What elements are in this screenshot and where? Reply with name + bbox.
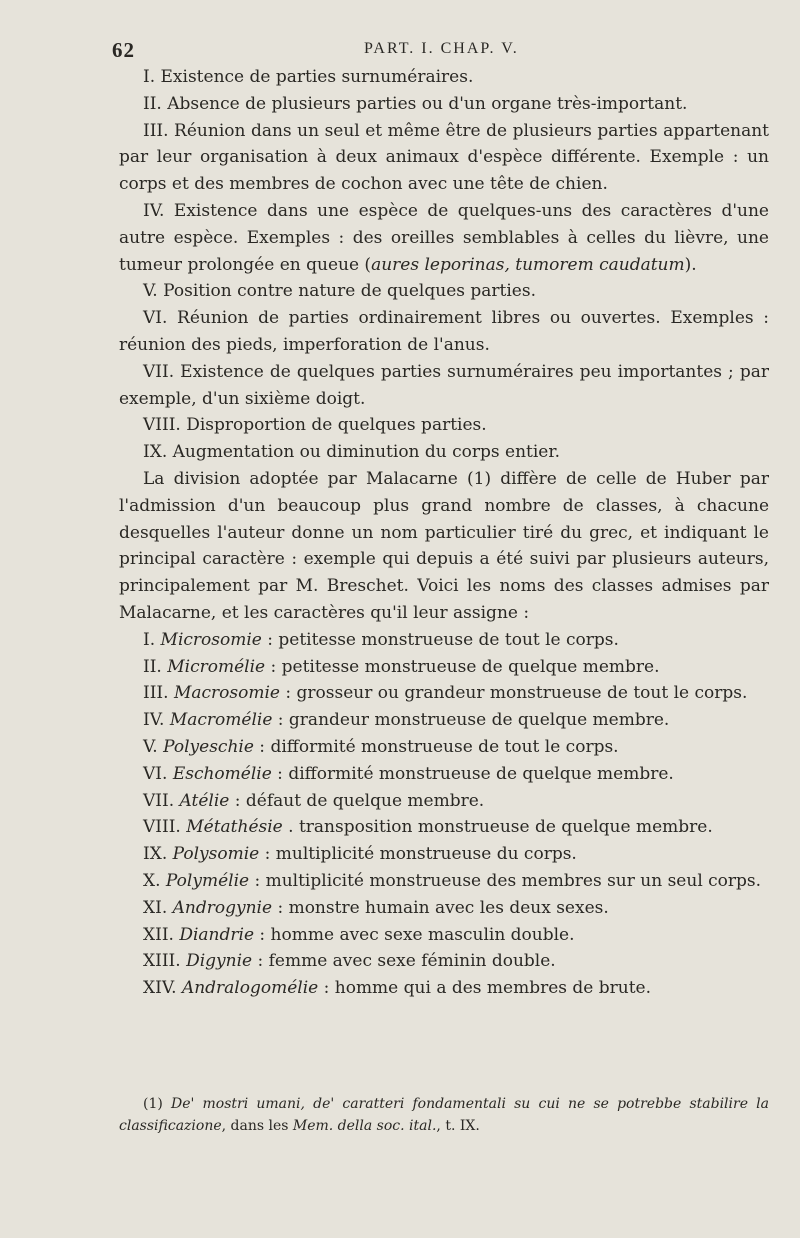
class-name: Polysomie	[172, 844, 260, 865]
footnote-journal: Mem. della soc. ital.	[292, 1118, 437, 1134]
class-name: Andralogomélie	[181, 978, 319, 999]
class-name: Microsomie	[160, 629, 262, 650]
class-entry	[119, 814, 769, 841]
criterion-2: II. Absence de plusieurs parties ou d'un organe très-important.	[143, 93, 688, 114]
class-description: : homme avec sexe masculin double.	[254, 924, 575, 945]
class-description: : monstre humain avec les deux sexes.	[272, 897, 609, 918]
class-numeral: VIII.	[143, 817, 181, 838]
class-name: Micromélie	[167, 656, 266, 677]
criterion-8: VIII. Disproportion de quelques parties.	[143, 415, 487, 436]
main-text	[119, 64, 769, 1002]
class-description: : multiplicité monstrueuse des membres sur un seul corps.	[249, 870, 762, 891]
class-description: : défaut de quelque membre.	[229, 790, 485, 811]
class-name: Métathésie	[186, 817, 283, 838]
class-entry	[119, 654, 769, 681]
footnote-mark: (1)	[143, 1096, 171, 1112]
class-numeral: IX.	[143, 844, 168, 865]
class-name: Macrosomie	[173, 683, 280, 704]
class-numeral: VI.	[143, 763, 168, 784]
class-numeral: III.	[143, 683, 169, 704]
class-numeral: XIV.	[143, 978, 177, 999]
class-description: : difformité monstrueuse de tout le corps.	[253, 736, 619, 757]
criterion-1: I. Existence de parties surnuméraires.	[143, 67, 474, 87]
class-entry	[119, 948, 769, 975]
criterion-4	[119, 198, 769, 278]
class-description: : homme qui a des membres de brute.	[318, 978, 652, 999]
class-entry	[119, 922, 769, 949]
page-number: 62	[112, 38, 135, 62]
class-entry	[119, 680, 769, 707]
class-description: : petitesse monstrueuse de tout le corps.	[261, 629, 619, 650]
class-name: Atélie	[179, 790, 230, 811]
class-entry	[119, 627, 769, 654]
class-description: : difformité monstrueuse de quelque membre.	[271, 763, 674, 784]
class-description: : grosseur ou grandeur monstrueuse de tout le corps.	[279, 683, 748, 704]
class-name: Diandrie	[179, 924, 255, 945]
class-name: Polymélie	[165, 870, 250, 891]
class-numeral: X.	[143, 870, 161, 891]
criterion-9: IX. Augmentation ou diminution du corps entier.	[143, 442, 561, 463]
class-entry	[119, 707, 769, 734]
footnote-end: , t. IX.	[436, 1118, 480, 1134]
class-numeral: XIII.	[143, 951, 181, 972]
criterion-7: VII. Existence de quelques parties surnuméraires peu importantes ; par exemple, d'un sixième doigt.	[119, 361, 769, 409]
class-entry	[119, 841, 769, 868]
footnote-mid: , dans les	[221, 1118, 293, 1134]
running-title: PART. I. CHAP. V.	[364, 40, 519, 57]
criterion-4-text: IV. Existence dans une espèce de quelques-uns des caractères d'une autre espèce. Exemples : des oreilles semblables à celles du lièvre, une tumeur prolongée en queue (	[119, 200, 769, 275]
page-header	[112, 38, 760, 64]
class-name: Eschomélie	[172, 763, 272, 784]
footnote	[119, 1093, 769, 1137]
criterion-4-close: ).	[684, 254, 697, 275]
class-numeral: VII.	[143, 790, 175, 811]
class-entry	[119, 734, 769, 761]
class-entry	[119, 761, 769, 788]
class-entry	[119, 788, 769, 815]
class-entry	[119, 868, 769, 895]
class-description: : grandeur monstrueuse de quelque membre.	[272, 710, 670, 731]
criterion-4-latin: aures leporinas, tumorem caudatum	[371, 254, 685, 275]
class-description: . transposition monstrueuse de quelque membre.	[282, 817, 713, 838]
class-numeral: V.	[143, 736, 158, 757]
class-entry	[119, 895, 769, 922]
criterion-5: V. Position contre nature de quelques parties.	[143, 281, 536, 302]
class-numeral: XII.	[143, 924, 174, 945]
class-numeral: I.	[143, 629, 156, 650]
class-name: Polyeschie	[163, 736, 254, 757]
criterion-3: III. Réunion dans un seul et même être de plusieurs parties appartenant par leur organisation à deux animaux d'espèce différente. Exemple : un corps et des membres de cochon avec une tête de chien.	[119, 120, 769, 195]
class-numeral: XI.	[143, 897, 168, 918]
class-numeral: II.	[143, 656, 162, 677]
class-description: : femme avec sexe féminin double.	[252, 951, 556, 972]
malacarne-paragraph: La division adoptée par Malacarne (1) diffère de celle de Huber par l'admission d'un beaucoup plus grand nombre de classes, à chacune desquelles l'auteur donne un nom particulier tiré du grec, et indiquant le principal caractère : exemple qui depuis a été suivi par plusieurs auteurs, principalement par M. Breschet. Voici les noms des classes admises par Malacarne, et les caractères qu'il leur assigne :	[119, 468, 769, 623]
class-entry	[119, 975, 769, 1002]
class-numeral: IV.	[143, 710, 165, 731]
class-name: Androgynie	[172, 897, 273, 918]
footnote-text	[119, 1093, 769, 1137]
class-description: : petitesse monstrueuse de quelque membre.	[265, 656, 660, 677]
class-name: Macromélie	[169, 710, 273, 731]
malacarne-class-list	[119, 627, 769, 1002]
class-description: : multiplicité monstrueuse du corps.	[259, 844, 577, 865]
class-name: Digynie	[186, 951, 253, 972]
footnote-title: De' mostri umani, de' caratteri fondamentali su cui ne se potrebbe stabilire la classificazione	[119, 1096, 769, 1134]
criterion-6: VI. Réunion de parties ordinairement libres ou ouvertes. Exemples : réunion des pieds, imperforation de l'anus.	[119, 308, 769, 355]
